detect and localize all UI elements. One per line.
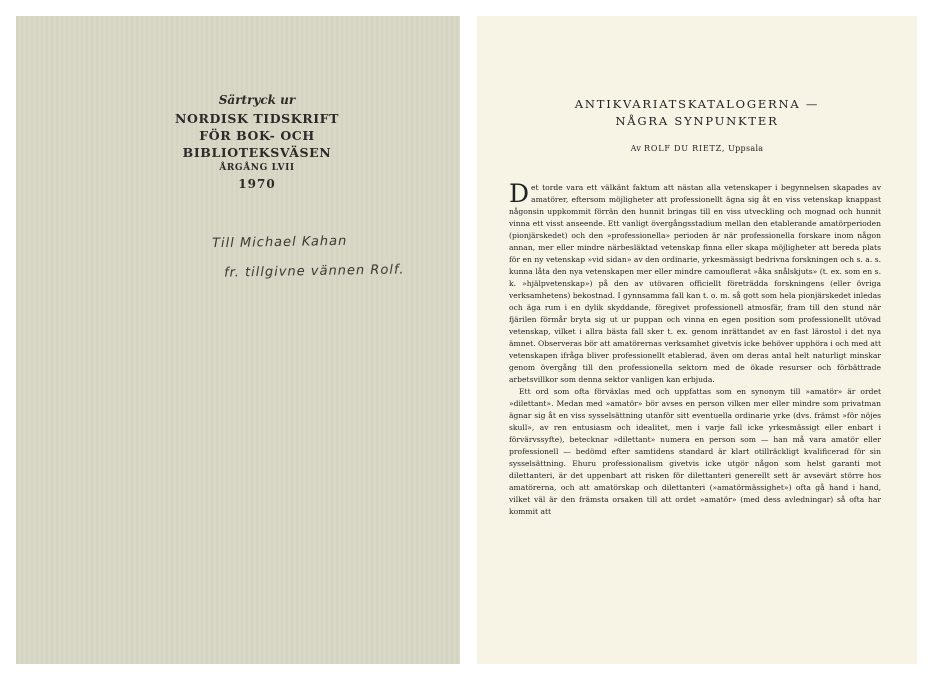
- article-byline: [477, 144, 917, 153]
- article-title-line: NÅGRA SYNPUNKTER: [615, 114, 779, 128]
- cover-title-line: NORDISK TIDSKRIFT: [174, 111, 340, 126]
- cover-page: [16, 16, 460, 664]
- handwritten-inscription-line: Till Michael Kahan: [211, 233, 348, 252]
- author-place: Uppsala: [728, 144, 764, 153]
- article-title-line: ANTIKVARIATSKATALOGERNA —: [574, 97, 820, 111]
- cover-year: 1970: [238, 177, 276, 191]
- article-page: [477, 16, 917, 664]
- handwritten-inscription-line: fr. tillgivne vännen Rolf.: [223, 262, 405, 281]
- article-paragraph: Ett ord som ofta förväxlas med och uppfattas som en synonym till »amatör» är ordet »dilettant». Medan med »amatör» bör avses en person vilken mer eller mindre som privatman ägnar sig åt en viss sysselsättning utanför sitt eventuella ordinarie yrke (dvs. främst »för nöjes skull», av ren entusiasm och idealitet, men i varje fall icke yrkesmässigt eller enbart i förvärvssyfte), betecknar »dilettant» numera en person som — han må vara amatör eller professionell — bedömd efter samtidens standard är klart otillräckligt kvalificerad för sin sysselsättning. Ehuru professionalism givetvis icke utgör någon som helst garanti mot dilettanteri, är det uppenbart att risken för dilettanteri generellt sett är avsevärt större hos amatörerna, och att amatörskap och dilettanteri (»amatörmässighet») ofta gå hand i hand, vilket väl är den främsta orsaken till att ordet »amatör» (med dess avledningar) så ofta har kommit att: [509, 387, 881, 516]
- drop-cap: D: [509, 179, 530, 208]
- paragraph-text: et torde vara ett välkänt faktum att nästan alla vetenskaper i begynnelsen skapades av amatörer, eftersom möjligheter att professionellt ägna sig åt en viss vetenskap knappast någonsin uppkommit förrän den hunnit bringas till en viss utveckling och mognad och hunnit vinna ett visst anseende. Ett vanligt övergångsstadium mellan den etablerande amatörperioden (pionjärskedet) och den »professionella» perioden är när professionella forskare inom någon annan, mer eller mindre närbesläktad vetenskap finna eller skapa möjligheter att bereda plats för en ny vetenskap »vid sidan» av den ordinarie, yrkesmässigt bedrivna forskningen och s. a. s. kunna låta den nya vetenskapen mer eller mindre camouflerat »åka snålskjuts» (t. ex. som en s. k. »hjälpvetenskap») på den av utövaren officiellt företrädda forskningens (eller övriga verksamhetens) bekostnad. I gynnsamma fall kan t. o. m. så gott som hela pionjärskedet inledas och äga rum i en dylik skyddande, föregivet professionell atmosfär, fram till den stund när fjärilen förmår bryta sig ut ur puppan och vinna en egen position som professionellt utövad vetenskap, vilket i allra bästa fall sker t. ex. genom inrättandet av en fast lärostol i det nya ämnet. Observeras bör att amatörernas verksamhet givetvis icke behöver upphöra i och med att vetenskapen ifråga bliver professionellt etablerad, även om deras antal helt naturligt minskar genom övergång till den professionella sektorn med de ökade resurser och förbättrade arbetsvillkor som denna sektor vanligen kan erbjuda.: [509, 183, 881, 384]
- cover-offprint-label: Särtryck ur: [218, 93, 296, 107]
- byline-prefix: Av: [630, 144, 642, 153]
- article-paragraph: [509, 179, 881, 386]
- cover-title-line: FÖR BOK- OCH: [199, 128, 315, 143]
- article-title: [477, 96, 917, 130]
- cover-title-line: BIBLIOTEKSVÄSEN: [182, 145, 332, 160]
- cover-title-block: [16, 92, 460, 193]
- cover-volume: ÅRGÅNG LVII: [219, 163, 295, 173]
- article-body: [509, 179, 881, 518]
- author-name: ROLF DU RIETZ,: [644, 144, 726, 153]
